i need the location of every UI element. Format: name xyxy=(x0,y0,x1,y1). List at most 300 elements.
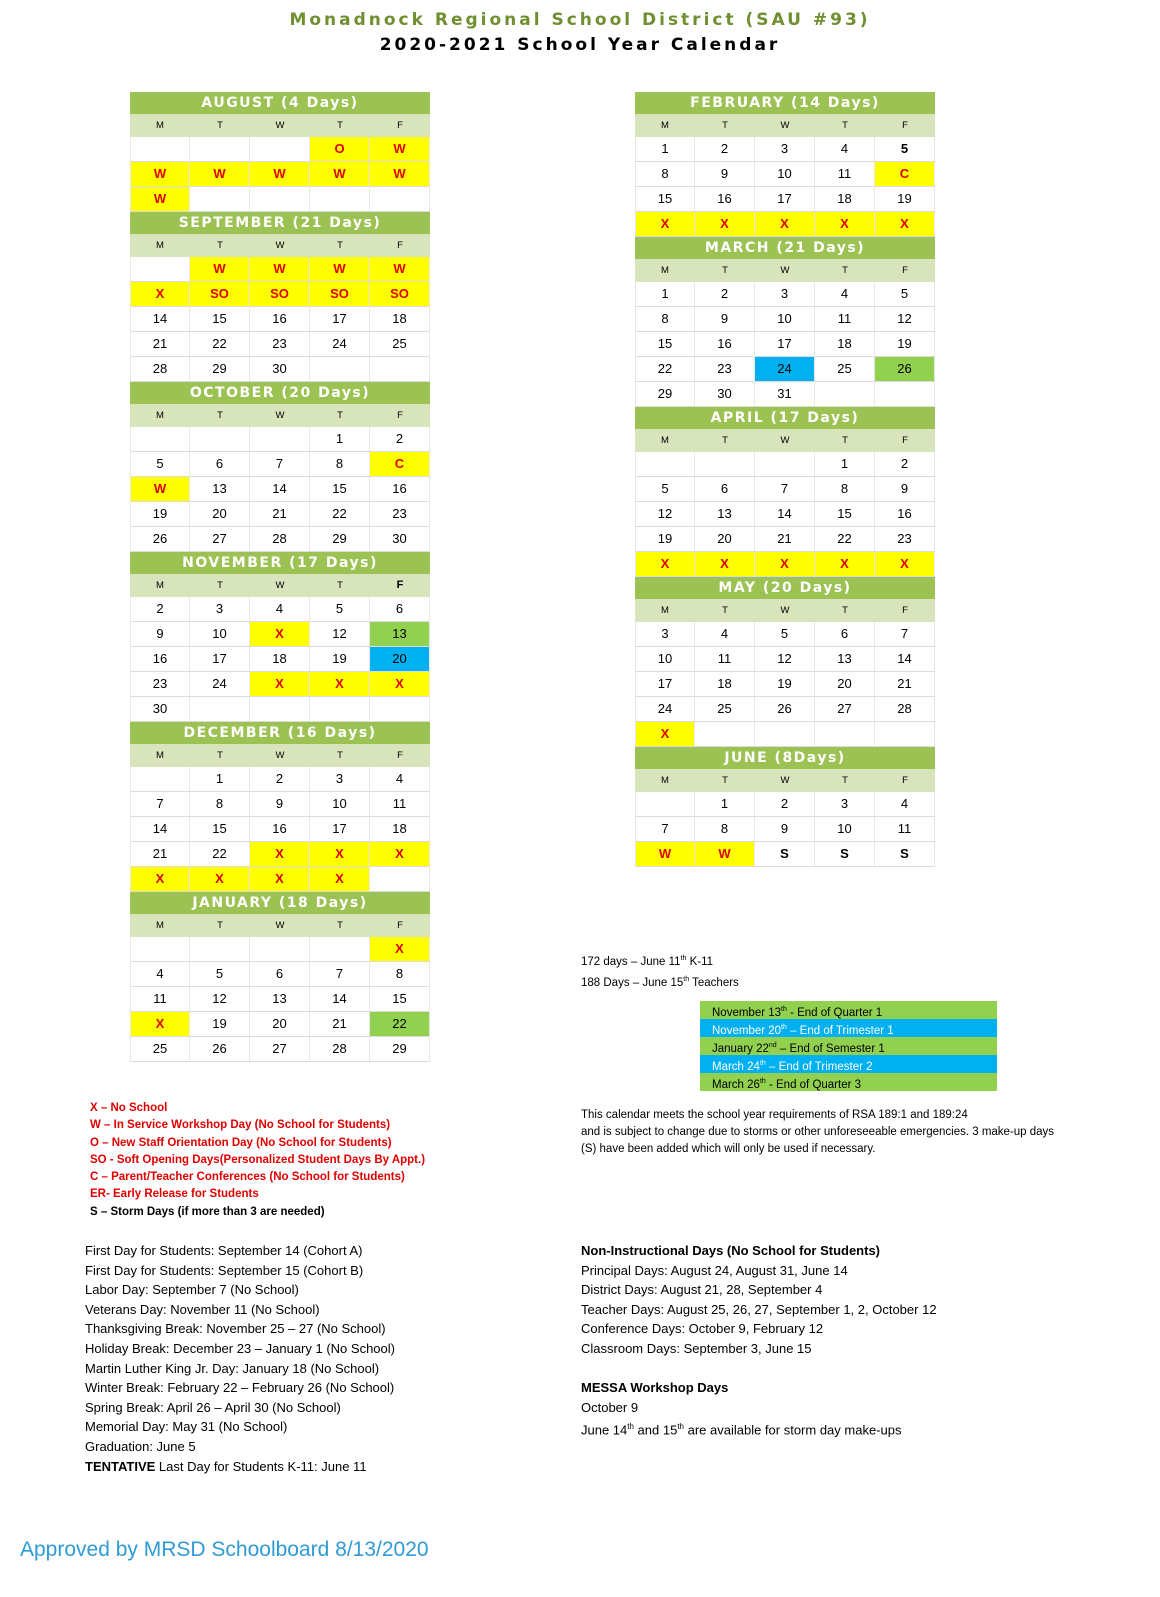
day-cell: X xyxy=(815,212,875,237)
week-row xyxy=(635,697,935,722)
day-cell: SO xyxy=(250,282,310,307)
weekday-label: T xyxy=(722,120,728,131)
day-cell: 17 xyxy=(755,187,815,212)
day-cell: 7 xyxy=(130,792,190,817)
week-row xyxy=(635,307,935,332)
last-day: TENTATIVE Last Day for Students K-11: June 11 xyxy=(85,1458,367,1474)
day-cell: 28 xyxy=(130,357,190,382)
week-row xyxy=(635,817,935,842)
week-row xyxy=(635,187,935,212)
weekday-label: F xyxy=(397,410,403,421)
term-mark: November 20th – End of Trimester 1 xyxy=(700,1019,997,1037)
day-cell: 28 xyxy=(875,697,935,722)
day-cell: 8 xyxy=(310,452,370,477)
weekday-label: M xyxy=(156,410,164,421)
day-cell: SO xyxy=(190,282,250,307)
day-cell: X xyxy=(310,842,370,867)
day-cell: S xyxy=(815,842,875,867)
empty-cell xyxy=(310,937,370,962)
day-cell: 5 xyxy=(130,452,190,477)
week-row xyxy=(130,187,430,212)
week-row xyxy=(130,257,430,282)
week-row xyxy=(130,137,430,162)
day-cell: 4 xyxy=(130,962,190,987)
day-cell: 20 xyxy=(250,1012,310,1037)
weekday-label: T xyxy=(337,120,343,131)
day-cell: 12 xyxy=(190,987,250,1012)
day-cell: 5 xyxy=(310,597,370,622)
month-title: MAY (20 Days) xyxy=(635,577,935,599)
day-cell: 16 xyxy=(250,307,310,332)
weekday-label: F xyxy=(396,579,404,591)
weekday-header-row xyxy=(130,744,430,767)
day-cell: 19 xyxy=(635,527,695,552)
day-cell: 5 xyxy=(875,137,935,162)
weekday-label: M xyxy=(661,265,669,276)
day-cell: 15 xyxy=(190,307,250,332)
empty-cell xyxy=(875,382,935,407)
day-cell: 14 xyxy=(130,307,190,332)
day-cell: 22 xyxy=(635,357,695,382)
empty-cell xyxy=(190,697,250,722)
day-cell: 2 xyxy=(130,597,190,622)
messa-line: June 14th and 15th are available for storm day make-ups xyxy=(581,1422,902,1438)
day-cell: 29 xyxy=(190,357,250,382)
day-cell: 1 xyxy=(635,282,695,307)
day-cell: 11 xyxy=(370,792,430,817)
empty-cell xyxy=(190,937,250,962)
weekday-label: T xyxy=(337,240,343,251)
day-cell: 11 xyxy=(815,307,875,332)
day-cell: 30 xyxy=(370,527,430,552)
weekday-label: W xyxy=(275,120,285,131)
day-cell: 25 xyxy=(815,357,875,382)
day-cell: 16 xyxy=(250,817,310,842)
empty-cell xyxy=(190,427,250,452)
weekday-label: F xyxy=(902,265,908,276)
day-cell: W xyxy=(130,477,190,502)
day-cell: 13 xyxy=(250,987,310,1012)
day-cell: 7 xyxy=(875,622,935,647)
weekday-label: M xyxy=(661,605,669,616)
weekday-label: F xyxy=(397,240,403,251)
weekday-label: M xyxy=(156,240,164,251)
day-cell: 29 xyxy=(370,1037,430,1062)
day-cell: 14 xyxy=(310,987,370,1012)
day-cell: 2 xyxy=(695,282,755,307)
day-cell: O xyxy=(310,137,370,162)
day-cell: C xyxy=(370,452,430,477)
non-instructional-heading: Non-Instructional Days (No School for Students) xyxy=(581,1243,881,1258)
weekday-header-row xyxy=(130,404,430,427)
day-cell: 3 xyxy=(190,597,250,622)
day-cell: 14 xyxy=(250,477,310,502)
day-cell: 16 xyxy=(370,477,430,502)
week-row xyxy=(130,332,430,357)
empty-cell xyxy=(695,452,755,477)
day-cell: W xyxy=(250,257,310,282)
date-line: Graduation: June 5 xyxy=(85,1438,196,1454)
approval-footer: Approved by MRSD Schoolboard 8/13/2020 xyxy=(20,1538,429,1561)
legend-item: ER- Early Release for Students xyxy=(90,1188,259,1201)
note-teachers: 188 Days – June 15th Teachers xyxy=(581,975,739,989)
day-cell: 10 xyxy=(635,647,695,672)
weekday-label: W xyxy=(780,265,790,276)
day-cell: 2 xyxy=(755,792,815,817)
day-cell: 23 xyxy=(250,332,310,357)
day-cell: 10 xyxy=(755,307,815,332)
week-row xyxy=(130,1037,430,1062)
day-cell: W xyxy=(370,257,430,282)
day-cell: 11 xyxy=(130,987,190,1012)
empty-cell xyxy=(310,187,370,212)
week-row xyxy=(635,622,935,647)
empty-cell xyxy=(130,767,190,792)
code-legend xyxy=(90,1100,425,1221)
weekday-label: F xyxy=(397,750,403,761)
day-cell: 1 xyxy=(635,137,695,162)
day-cell: 15 xyxy=(635,187,695,212)
day-cell: 16 xyxy=(875,502,935,527)
term-mark: March 26th - End of Quarter 3 xyxy=(700,1073,997,1091)
week-row xyxy=(130,527,430,552)
day-cell: X xyxy=(250,867,310,892)
month-block xyxy=(635,577,935,747)
day-cell: 20 xyxy=(695,527,755,552)
empty-cell xyxy=(310,357,370,382)
month-title: FEBRUARY (14 Days) xyxy=(635,92,935,114)
day-cell: X xyxy=(755,552,815,577)
week-row xyxy=(635,722,935,747)
day-cell: 19 xyxy=(310,647,370,672)
messa-heading: MESSA Workshop Days xyxy=(581,1380,729,1396)
day-cell: 16 xyxy=(130,647,190,672)
month-block xyxy=(635,747,935,867)
term-mark: November 13th - End of Quarter 1 xyxy=(700,1001,997,1019)
day-cell: 11 xyxy=(815,162,875,187)
day-cell: 13 xyxy=(370,622,430,647)
day-cell: 23 xyxy=(695,357,755,382)
day-cell: 9 xyxy=(755,817,815,842)
day-cell: 5 xyxy=(635,477,695,502)
weekday-header-row xyxy=(130,114,430,137)
day-cell: 14 xyxy=(755,502,815,527)
day-cell: X xyxy=(250,672,310,697)
day-cell: 1 xyxy=(815,452,875,477)
weekday-label: F xyxy=(397,120,403,131)
day-cell: 21 xyxy=(250,502,310,527)
month-block xyxy=(130,722,430,892)
weekday-label: W xyxy=(780,435,790,446)
date-line: Labor Day: September 7 (No School) xyxy=(85,1282,299,1298)
day-cell: X xyxy=(250,622,310,647)
empty-cell xyxy=(370,357,430,382)
day-cell: 15 xyxy=(815,502,875,527)
day-cell: W xyxy=(635,842,695,867)
month-block xyxy=(130,92,430,212)
week-row xyxy=(635,842,935,867)
weekday-label: W xyxy=(275,240,285,251)
week-row xyxy=(130,597,430,622)
week-row xyxy=(130,502,430,527)
weekday-header-row xyxy=(635,769,935,792)
weekday-label: F xyxy=(902,775,908,786)
calendar-column-right xyxy=(635,92,935,867)
week-row xyxy=(635,672,935,697)
day-cell: 26 xyxy=(190,1037,250,1062)
day-cell: X xyxy=(755,212,815,237)
day-cell: W xyxy=(190,162,250,187)
day-cell: 14 xyxy=(875,647,935,672)
day-cell: 21 xyxy=(875,672,935,697)
day-cell: X xyxy=(130,1012,190,1037)
day-cell: 7 xyxy=(250,452,310,477)
weekday-header-row xyxy=(635,429,935,452)
day-cell: 10 xyxy=(310,792,370,817)
day-cell: 15 xyxy=(635,332,695,357)
month-title: AUGUST (4 Days) xyxy=(130,92,430,114)
day-cell: 6 xyxy=(815,622,875,647)
day-cell: 3 xyxy=(310,767,370,792)
day-cell: 29 xyxy=(635,382,695,407)
day-cell: 10 xyxy=(815,817,875,842)
week-row xyxy=(635,552,935,577)
day-cell: 29 xyxy=(310,527,370,552)
day-cell: 24 xyxy=(635,697,695,722)
day-cell: 12 xyxy=(875,307,935,332)
empty-cell xyxy=(250,137,310,162)
empty-cell xyxy=(250,937,310,962)
empty-cell xyxy=(250,427,310,452)
day-cell: 7 xyxy=(635,817,695,842)
week-row xyxy=(130,1012,430,1037)
day-cell: W xyxy=(695,842,755,867)
day-cell: X xyxy=(310,672,370,697)
week-row xyxy=(635,527,935,552)
day-cell: 21 xyxy=(310,1012,370,1037)
day-cell: 27 xyxy=(815,697,875,722)
empty-cell xyxy=(635,792,695,817)
day-cell: 25 xyxy=(370,332,430,357)
term-mark: March 24th – End of Trimester 2 xyxy=(700,1055,997,1073)
non-instructional-line: Principal Days: August 24, August 31, June 14 xyxy=(581,1262,848,1278)
weekday-header-row xyxy=(635,599,935,622)
non-instructional-line: Conference Days: October 9, February 12 xyxy=(581,1321,824,1337)
day-cell: 2 xyxy=(370,427,430,452)
weekday-header-row xyxy=(130,914,430,937)
calendar-subtitle: 2020-2021 School Year Calendar xyxy=(379,35,781,55)
day-cell: 14 xyxy=(130,817,190,842)
weekday-label: F xyxy=(902,605,908,616)
day-cell: X xyxy=(310,867,370,892)
day-cell: 11 xyxy=(695,647,755,672)
day-cell: 25 xyxy=(695,697,755,722)
month-block xyxy=(635,407,935,577)
day-cell: 22 xyxy=(190,842,250,867)
day-cell: 27 xyxy=(190,527,250,552)
day-cell: 15 xyxy=(370,987,430,1012)
empty-cell xyxy=(190,137,250,162)
empty-cell xyxy=(130,257,190,282)
week-row xyxy=(635,357,935,382)
empty-cell xyxy=(190,187,250,212)
day-cell: 3 xyxy=(635,622,695,647)
legend-item: SO - Soft Opening Days(Personalized Student Days By Appt.) xyxy=(90,1153,426,1166)
day-cell: SO xyxy=(370,282,430,307)
day-cell: 6 xyxy=(370,597,430,622)
day-cell: 8 xyxy=(695,817,755,842)
weekday-label: T xyxy=(337,580,343,591)
week-row xyxy=(635,502,935,527)
weekday-label: T xyxy=(217,580,223,591)
week-row xyxy=(130,357,430,382)
weekday-label: T xyxy=(842,265,848,276)
week-row xyxy=(130,792,430,817)
month-block xyxy=(130,892,430,1062)
day-cell: 22 xyxy=(310,502,370,527)
day-cell: 8 xyxy=(635,307,695,332)
day-cell: 17 xyxy=(755,332,815,357)
empty-cell xyxy=(130,427,190,452)
day-cell: 3 xyxy=(815,792,875,817)
week-row xyxy=(130,427,430,452)
day-cell: 18 xyxy=(370,817,430,842)
weekday-label: T xyxy=(842,775,848,786)
day-count-notes xyxy=(581,950,739,992)
empty-cell xyxy=(250,697,310,722)
day-cell: 22 xyxy=(370,1012,430,1037)
non-instructional-line: Classroom Days: September 3, June 15 xyxy=(581,1340,812,1356)
day-cell: 19 xyxy=(755,672,815,697)
weekday-label: W xyxy=(275,580,285,591)
date-line: Holiday Break: December 23 – January 1 (No School) xyxy=(85,1340,395,1356)
day-cell: X xyxy=(370,672,430,697)
day-cell: S xyxy=(755,842,815,867)
day-cell: 4 xyxy=(250,597,310,622)
day-cell: 10 xyxy=(190,622,250,647)
day-cell: 4 xyxy=(370,767,430,792)
day-cell: 6 xyxy=(190,452,250,477)
month-block xyxy=(130,552,430,722)
day-cell: 24 xyxy=(190,672,250,697)
day-cell: W xyxy=(130,162,190,187)
day-cell: 28 xyxy=(250,527,310,552)
empty-cell xyxy=(310,697,370,722)
date-line: Memorial Day: May 31 (No School) xyxy=(85,1419,288,1435)
week-row xyxy=(130,282,430,307)
weekday-label: M xyxy=(661,120,669,131)
term-mark: January 22nd – End of Semester 1 xyxy=(700,1037,997,1055)
day-cell: X xyxy=(250,842,310,867)
week-row xyxy=(635,647,935,672)
weekday-label: W xyxy=(780,605,790,616)
empty-cell xyxy=(695,722,755,747)
day-cell: 23 xyxy=(130,672,190,697)
weekday-label: T xyxy=(722,435,728,446)
weekday-label: F xyxy=(397,920,403,931)
day-cell: 22 xyxy=(190,332,250,357)
week-row xyxy=(130,622,430,647)
day-cell: 12 xyxy=(755,647,815,672)
non-instructional-section xyxy=(581,1241,937,1440)
legend-item: O – New Staff Orientation Day (No School for Students) xyxy=(90,1136,392,1149)
day-cell: W xyxy=(130,187,190,212)
week-row xyxy=(130,672,430,697)
week-row xyxy=(130,962,430,987)
week-row xyxy=(635,162,935,187)
day-cell: 18 xyxy=(250,647,310,672)
week-row xyxy=(130,697,430,722)
week-row xyxy=(130,987,430,1012)
day-cell: 13 xyxy=(695,502,755,527)
weekday-header-row xyxy=(130,234,430,257)
month-title: APRIL (17 Days) xyxy=(635,407,935,429)
day-cell: 9 xyxy=(695,307,755,332)
messa-line: October 9 xyxy=(581,1399,639,1415)
day-cell: 19 xyxy=(875,187,935,212)
term-marks-legend xyxy=(700,1001,997,1091)
legend-item: X – No School xyxy=(90,1102,168,1114)
day-cell: 9 xyxy=(875,477,935,502)
day-cell: 28 xyxy=(310,1037,370,1062)
day-cell: SO xyxy=(310,282,370,307)
day-cell: 5 xyxy=(755,622,815,647)
day-cell: 8 xyxy=(635,162,695,187)
date-line: Spring Break: April 26 – April 30 (No School) xyxy=(85,1399,341,1415)
month-title: JUNE (8Days) xyxy=(635,747,935,769)
day-cell: 6 xyxy=(250,962,310,987)
day-cell: 8 xyxy=(370,962,430,987)
week-row xyxy=(130,162,430,187)
day-cell: 2 xyxy=(875,452,935,477)
week-row xyxy=(635,212,935,237)
day-cell: 12 xyxy=(635,502,695,527)
day-cell: X xyxy=(370,842,430,867)
non-instructional-line: Teacher Days: August 25, 26, 27, September 1, 2, October 12 xyxy=(581,1301,937,1317)
weekday-label: T xyxy=(217,240,223,251)
weekday-label: M xyxy=(156,750,164,761)
week-row xyxy=(130,867,430,892)
day-cell: 10 xyxy=(755,162,815,187)
day-cell: 30 xyxy=(250,357,310,382)
week-row xyxy=(635,137,935,162)
empty-cell xyxy=(755,722,815,747)
day-cell: 15 xyxy=(310,477,370,502)
weekday-label: T xyxy=(722,605,728,616)
day-cell: S xyxy=(875,842,935,867)
weekday-label: W xyxy=(275,920,285,931)
day-cell: 19 xyxy=(130,502,190,527)
day-cell: X xyxy=(635,212,695,237)
day-cell: 1 xyxy=(190,767,250,792)
legend-item: S – Storm Days (if more than 3 are needed) xyxy=(90,1205,325,1218)
month-block xyxy=(130,382,430,552)
week-row xyxy=(635,452,935,477)
day-cell: 5 xyxy=(875,282,935,307)
day-cell: 1 xyxy=(310,427,370,452)
day-cell: X xyxy=(190,867,250,892)
date-line: Veterans Day: November 11 (No School) xyxy=(85,1301,320,1317)
day-cell: X xyxy=(875,552,935,577)
day-cell: 20 xyxy=(370,647,430,672)
week-row xyxy=(130,842,430,867)
weekday-label: M xyxy=(156,120,164,131)
requirements-note xyxy=(581,1107,1151,1158)
day-cell: 18 xyxy=(695,672,755,697)
weekday-label: F xyxy=(902,120,908,131)
weekday-label: M xyxy=(156,580,164,591)
day-cell: 13 xyxy=(190,477,250,502)
